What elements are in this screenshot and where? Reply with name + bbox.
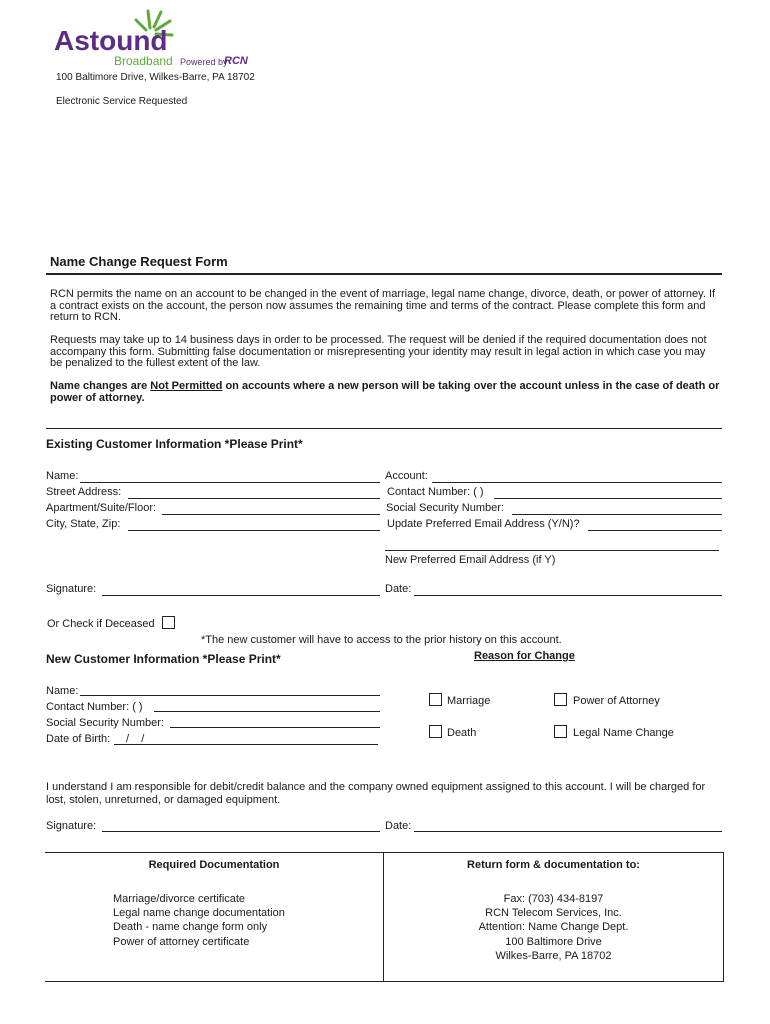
ack-signature-field[interactable] bbox=[102, 831, 380, 832]
existing-account-field[interactable] bbox=[432, 482, 722, 483]
logo-wordmark: Astound bbox=[54, 25, 168, 56]
ack-signature-label: Signature: bbox=[46, 820, 97, 832]
section-divider bbox=[46, 428, 722, 429]
return-line: RCN Telecom Services, Inc. bbox=[485, 907, 622, 919]
reason-heading: Reason for Change bbox=[474, 650, 575, 662]
history-note: *The new customer will have to access to the prior history on this account. bbox=[201, 634, 562, 646]
new-contact-field[interactable] bbox=[154, 711, 380, 712]
required-item: Marriage/divorce certificate bbox=[113, 893, 246, 905]
marriage-label: Marriage bbox=[447, 695, 491, 707]
legal-checkbox[interactable] bbox=[554, 725, 567, 738]
notice-pre: Name changes are bbox=[50, 380, 151, 392]
dob-field[interactable] bbox=[114, 744, 378, 745]
return-heading: Return form & documentation to: bbox=[467, 859, 640, 871]
logo-subtitle: Broadband bbox=[114, 54, 173, 68]
new-ssn-label: Social Security Number: bbox=[46, 717, 164, 729]
marriage-checkbox[interactable] bbox=[429, 693, 442, 706]
logo-powered-by: Powered by bbox=[180, 57, 228, 67]
processing-paragraph: Requests may take up to 14 business days in order to be processed. The request will be denied if the required documentation does not accompany this form. Submitting false documentation or misrepresenting your identity may result in legal action in which case you may be penalized to the fullest extent of the law. bbox=[50, 334, 707, 369]
new-customer-heading: New Customer Information *Please Print* bbox=[46, 652, 281, 666]
new-email-label: New Preferred Email Address (if Y) bbox=[385, 554, 556, 566]
existing-contact-field[interactable] bbox=[494, 498, 722, 499]
documentation-box bbox=[45, 852, 724, 982]
required-heading: Required Documentation bbox=[148, 859, 280, 871]
company-logo bbox=[54, 8, 248, 68]
ack-date-field[interactable] bbox=[414, 831, 722, 832]
page-title: Name Change Request Form bbox=[50, 254, 228, 269]
existing-account-label: Account: bbox=[385, 470, 428, 482]
death-label: Death bbox=[447, 727, 477, 739]
title-divider bbox=[46, 273, 722, 275]
acknowledge-text: I understand I am responsible for debit/credit balance and the company owned equipment assigned to this account. I will be charged for lost, stolen, unreturned, or damaged equipment. bbox=[46, 781, 706, 806]
new-name-field[interactable] bbox=[80, 695, 380, 696]
death-checkbox[interactable] bbox=[429, 725, 442, 738]
existing-date-field[interactable] bbox=[414, 595, 722, 596]
existing-ssn-field[interactable] bbox=[512, 514, 722, 515]
existing-heading: Existing Customer Information *Please Print* bbox=[46, 437, 303, 451]
existing-city-label: City, State, Zip: bbox=[46, 518, 121, 530]
existing-street-label: Street Address: bbox=[46, 486, 122, 498]
existing-date-label: Date: bbox=[385, 583, 412, 595]
required-item: Death - name change form only bbox=[113, 921, 268, 933]
new-contact-label: Contact Number: ( ) bbox=[46, 701, 143, 713]
notice-post: on accounts where a new person will be taking over the account unless in the case of death or power of attorney. bbox=[50, 380, 720, 404]
dob-label: Date of Birth: bbox=[46, 733, 111, 745]
deceased-label: Or Check if Deceased bbox=[47, 618, 155, 630]
existing-name-field[interactable] bbox=[80, 482, 380, 483]
update-email-field[interactable] bbox=[588, 530, 722, 531]
existing-contact-label: Contact Number: ( ) bbox=[387, 486, 484, 498]
required-item: Power of attorney certificate bbox=[113, 936, 250, 948]
dob-slashes: / / bbox=[126, 733, 145, 745]
existing-city-field[interactable] bbox=[128, 530, 380, 531]
update-email-label: Update Preferred Email Address (Y/N)? bbox=[387, 518, 580, 530]
existing-signature-field[interactable] bbox=[102, 595, 380, 596]
notice-paragraph bbox=[50, 381, 720, 404]
ack-date-label: Date: bbox=[385, 820, 412, 832]
existing-apt-field[interactable] bbox=[162, 514, 380, 515]
existing-ssn-label: Social Security Number: bbox=[386, 502, 504, 514]
return-line: Attention: Name Change Dept. bbox=[478, 921, 629, 933]
required-item: Legal name change documentation bbox=[113, 907, 285, 919]
deceased-checkbox[interactable] bbox=[162, 616, 175, 629]
company-address: 100 Baltimore Drive, Wilkes-Barre, PA 18702 bbox=[56, 72, 255, 83]
return-line: Fax: (703) 434-8197 bbox=[503, 893, 604, 905]
existing-apt-label: Apartment/Suite/Floor: bbox=[46, 502, 157, 514]
service-requested: Electronic Service Requested bbox=[56, 96, 188, 107]
new-ssn-field[interactable] bbox=[170, 727, 380, 728]
legal-label: Legal Name Change bbox=[573, 727, 674, 739]
logo-rcn: RCN bbox=[224, 55, 248, 67]
poa-label: Power of Attorney bbox=[573, 695, 660, 707]
existing-signature-label: Signature: bbox=[46, 583, 97, 595]
notice-emphasis: Not Permitted bbox=[150, 380, 223, 392]
new-email-field[interactable] bbox=[385, 550, 719, 551]
existing-name-label: Name: bbox=[46, 470, 79, 482]
intro-paragraph: RCN permits the name on an account to be changed in the event of marriage, legal name change, divorce, death, or power of attorney. If a contract exists on the account, the person now assumes the remaining time and terms of the contract. Please complete this form and return to RCN. bbox=[50, 288, 716, 323]
new-name-label: Name: bbox=[46, 685, 79, 697]
existing-street-field[interactable] bbox=[128, 498, 380, 499]
return-line: Wilkes-Barre, PA 18702 bbox=[495, 950, 612, 962]
poa-checkbox[interactable] bbox=[554, 693, 567, 706]
return-line: 100 Baltimore Drive bbox=[505, 936, 602, 948]
